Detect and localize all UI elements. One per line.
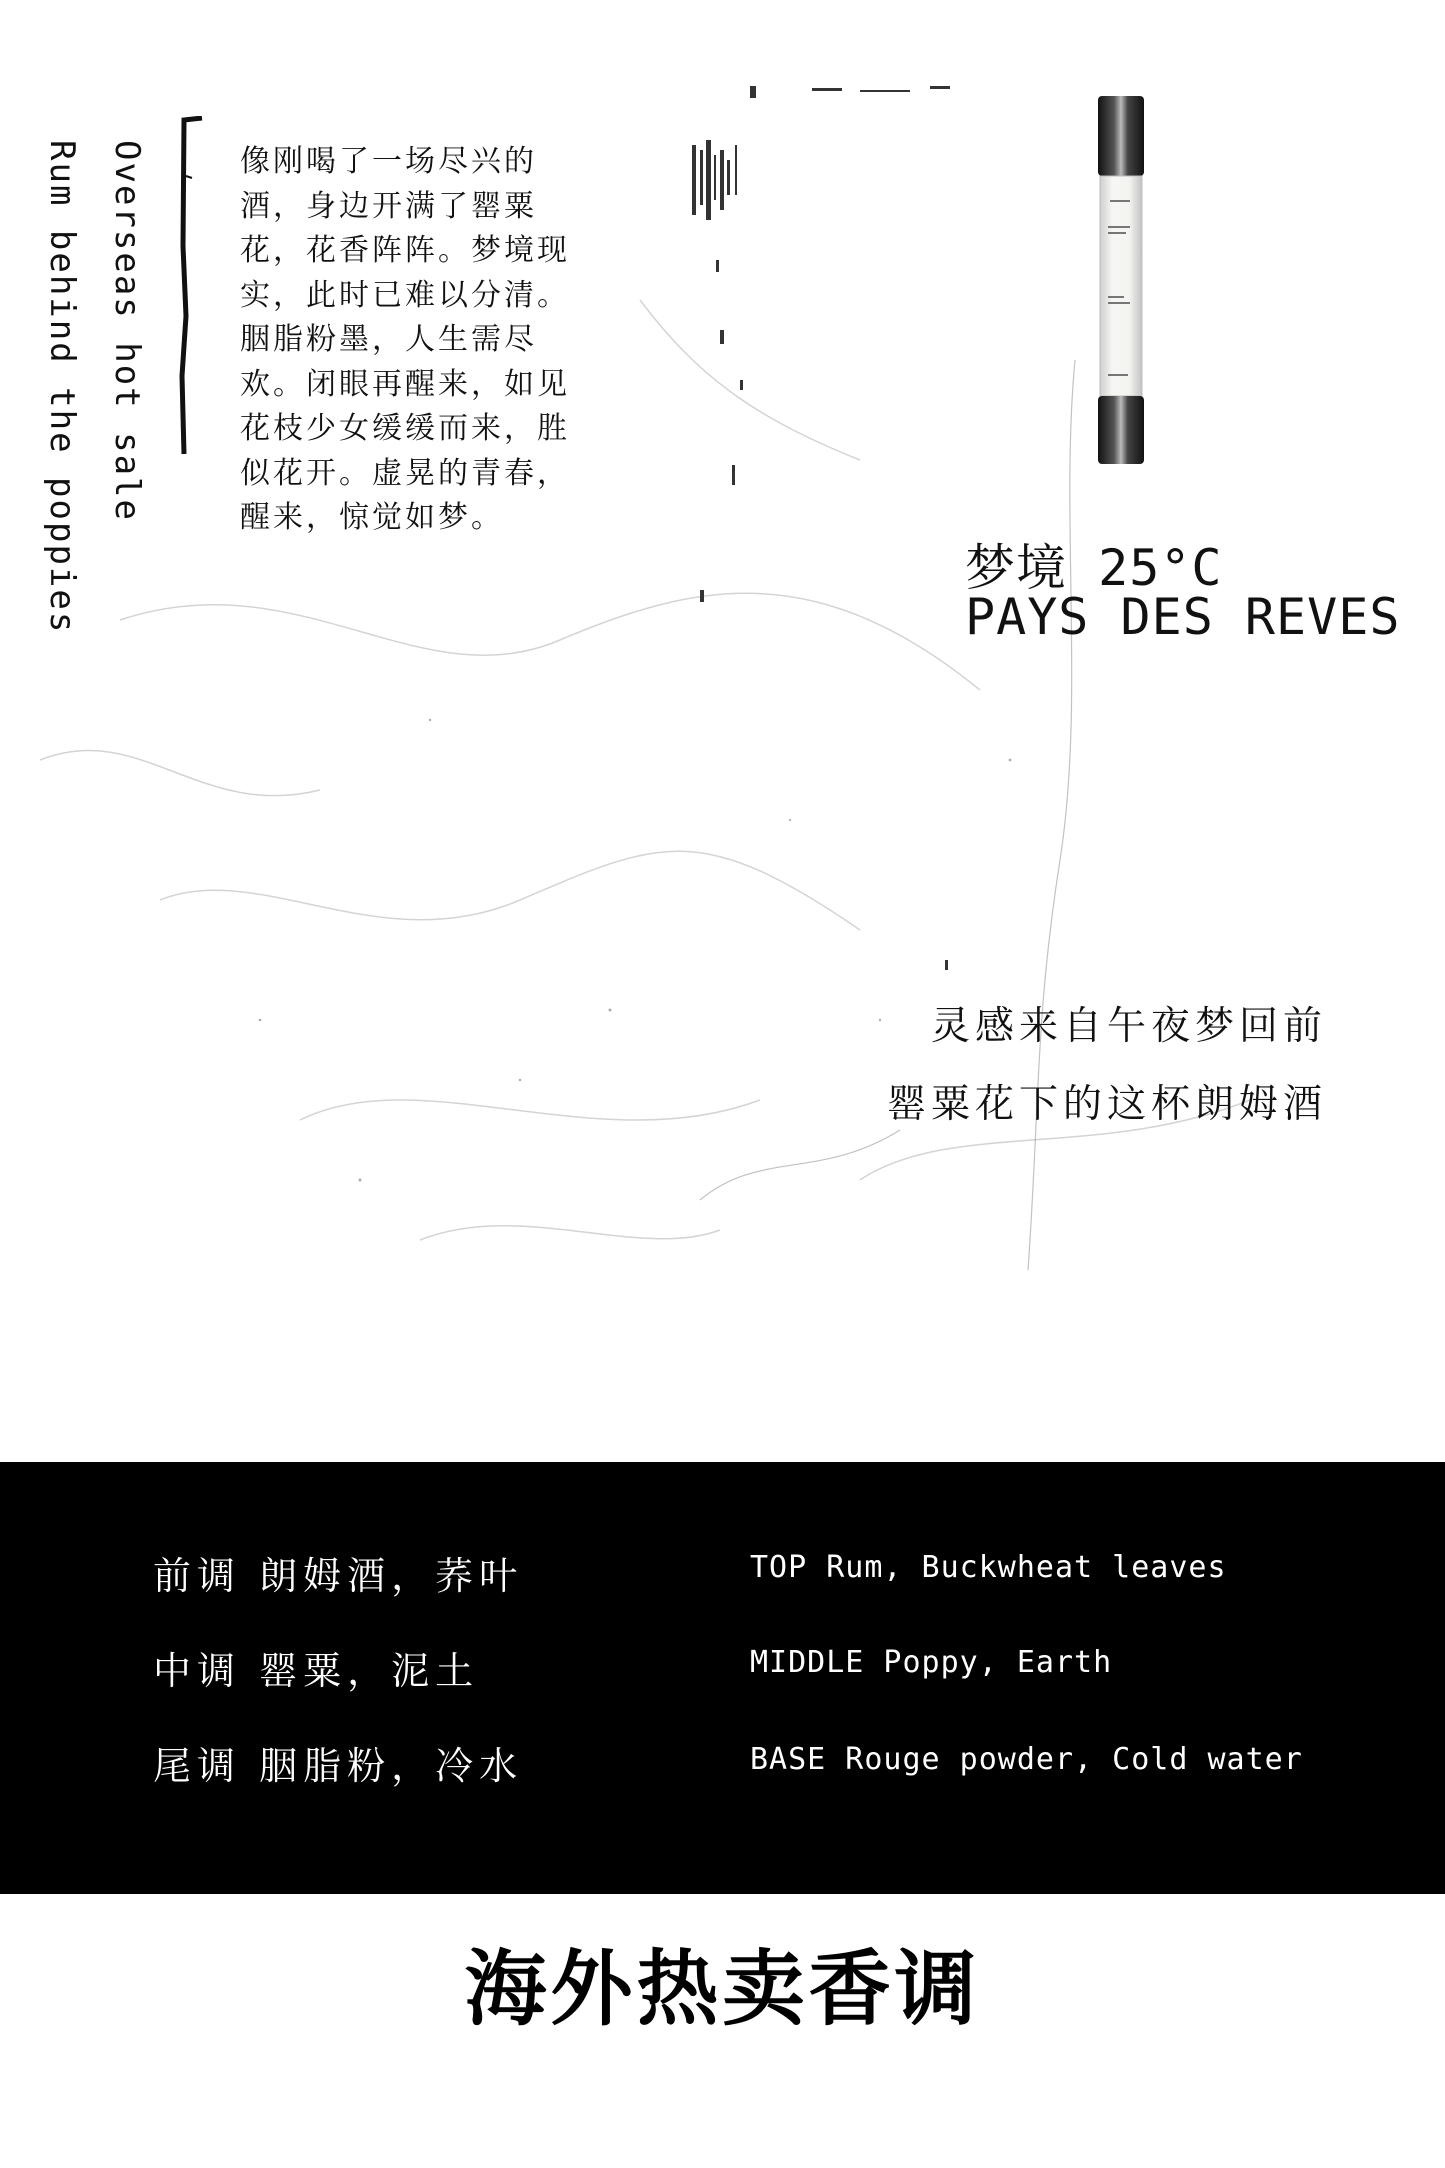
vertical-subtitle: Rum behind the poppies — [42, 140, 82, 635]
story-line: 欢。闭眼再醒来，如见 — [240, 366, 570, 402]
top-note-cn: 前调 朗姆酒，荞叶 — [153, 1554, 524, 1598]
bracket-ornament — [178, 116, 204, 456]
story-line: 花，花香阵阵。梦境现 — [240, 233, 570, 268]
story-line: 实，此时已难以分清。 — [240, 277, 570, 313]
story-line: 像刚喝了一场尽兴的 — [240, 144, 537, 179]
base-note-cn: 尾调 胭脂粉，冷水 — [153, 1744, 524, 1788]
fragrance-notes-band — [0, 1462, 1445, 1894]
story-line: 胭脂粉墨，人生需尽 — [240, 322, 537, 357]
product-title-cn: 梦境 25°C — [965, 539, 1223, 597]
story-line: 醒来，惊觉如梦。 — [240, 500, 504, 535]
inspiration-line: 灵感来自午夜梦回前 — [930, 1004, 1327, 1049]
story-line: 花枝少女缓缓而来，胜 — [240, 411, 570, 446]
inspiration-line: 罂粟花下的这杯朗姆酒 — [886, 1082, 1327, 1127]
footer-heading: 海外热卖香调 — [464, 1942, 981, 2037]
story-line: 似花开。虚晃的青春， — [240, 455, 570, 491]
middle-note-cn: 中调 罂粟，泥土 — [153, 1649, 480, 1693]
top-note-en: TOP Rum, Buckwheat leaves — [750, 1550, 1227, 1585]
perfume-bottle-image — [1096, 96, 1146, 466]
product-title-en: PAYS DES REVES — [965, 588, 1401, 646]
story-paragraph — [240, 140, 610, 541]
story-line: 酒，身边开满了罂粟 — [240, 188, 537, 224]
middle-note-en: MIDDLE Poppy, Earth — [750, 1645, 1113, 1680]
vertical-tagline: Overseas hot sale — [107, 140, 147, 522]
base-note-en: BASE Rouge powder, Cold water — [750, 1742, 1303, 1777]
